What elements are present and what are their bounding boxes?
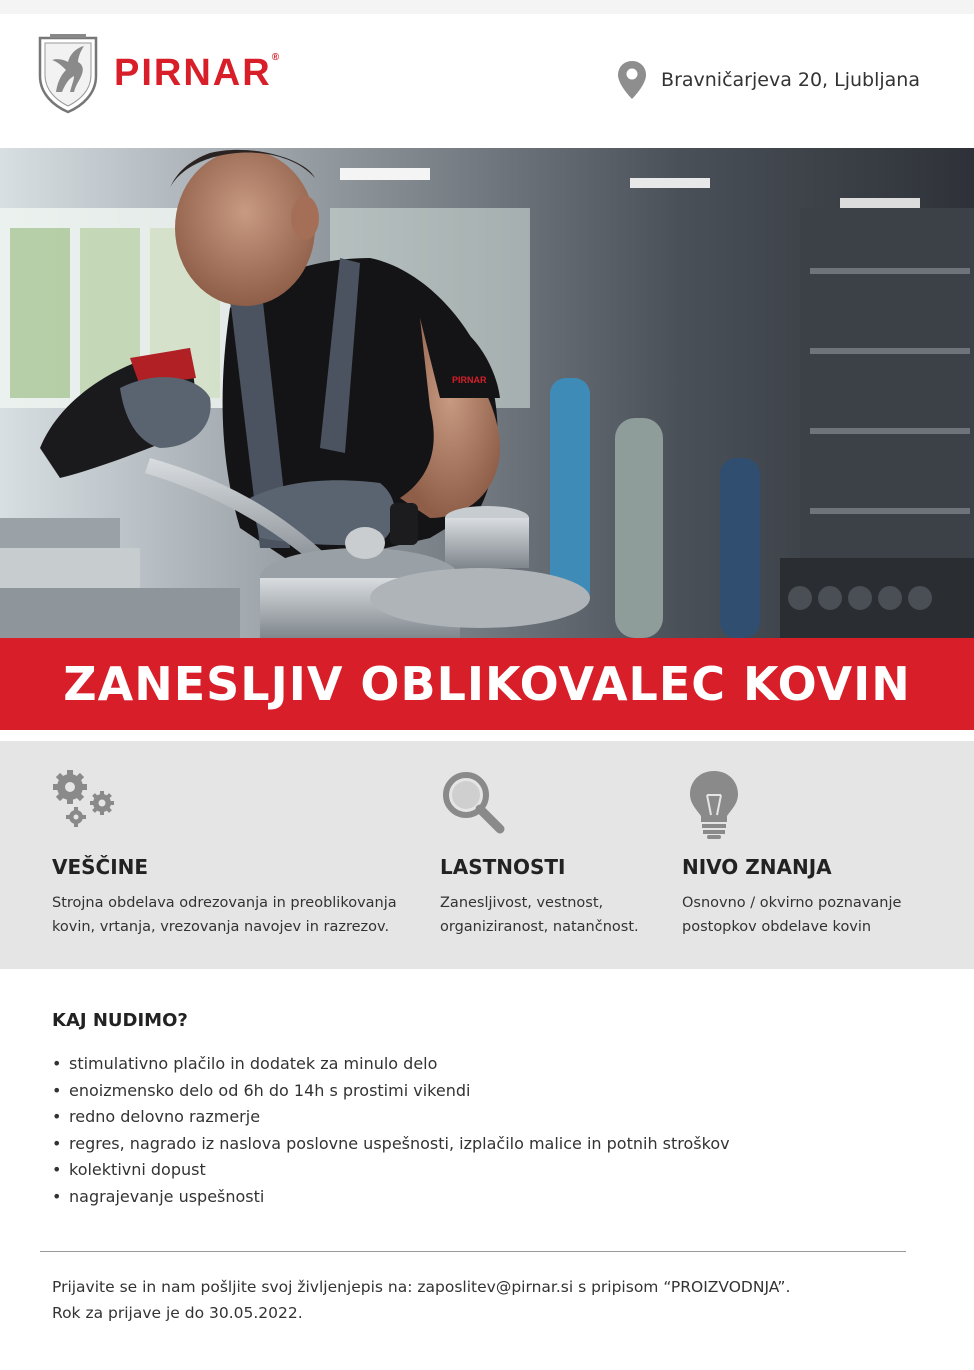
offer-list bbox=[52, 1051, 932, 1211]
list-item: • enoizmensko delo od 6h do 14h s prostimi vikendi bbox=[52, 1078, 932, 1105]
apply-instructions[interactable]: Prijavite se in nam pošljite svoj življenjepis na: zaposlitev@pirnar.si s pripisom “PROIZVODNJA”. bbox=[52, 1278, 791, 1296]
feature-text: Zanesljivost, vestnost, organiziranost, natančnost. bbox=[440, 895, 639, 935]
feature-title: LASTNOSTI bbox=[440, 855, 566, 879]
job-title-band bbox=[0, 638, 974, 730]
pegasus-shield-icon bbox=[36, 32, 100, 114]
requirements-section bbox=[0, 741, 974, 969]
offer-title: KAJ NUDIMO? bbox=[52, 1010, 188, 1031]
header bbox=[0, 14, 974, 148]
feature-title: VEŠČINE bbox=[52, 855, 149, 879]
list-item: • stimulativno plačilo in dodatek za minulo delo bbox=[52, 1051, 932, 1078]
top-strip bbox=[0, 0, 974, 14]
hero-photo bbox=[0, 148, 974, 638]
list-item: • kolektivni dopust bbox=[52, 1157, 932, 1184]
list-item: • nagrajevanje uspešnosti bbox=[52, 1184, 932, 1211]
list-item: • redno delovno razmerje bbox=[52, 1104, 932, 1131]
feature-title: NIVO ZNANJA bbox=[682, 855, 832, 879]
feature-text: Osnovno / okvirno poznavanje postopkov obdelave kovin bbox=[682, 895, 902, 935]
worker-bending-metal-photo bbox=[0, 148, 974, 638]
offer-section bbox=[52, 1010, 932, 1211]
lightbulb-icon bbox=[682, 769, 752, 839]
address-text: Bravničarjeva 20, Ljubljana bbox=[661, 69, 920, 91]
deadline: Rok za prijave je do 30.05.2022. bbox=[52, 1304, 303, 1322]
divider bbox=[40, 1251, 906, 1252]
feature-text: Strojna obdelava odrezovanja in preoblikovanja kovin, vrtanja, vrezovanja navojev in razrezov. bbox=[52, 895, 397, 935]
application-info bbox=[52, 1274, 932, 1326]
address-block bbox=[617, 60, 920, 100]
list-item: • regres, nagrado iz naslova poslovne uspešnosti, izplačilo malice in potnih stroškov bbox=[52, 1131, 932, 1158]
job-title: ZANESLJIV OBLIKOVALEC KOVIN bbox=[63, 657, 911, 711]
map-pin-icon bbox=[617, 60, 647, 100]
pirnar-logo[interactable] bbox=[36, 32, 336, 114]
magnifier-icon bbox=[440, 769, 510, 839]
shirt-logo-text: PIRNAR bbox=[452, 375, 487, 385]
gears-icon bbox=[52, 769, 122, 839]
logo-wordmark: PIRNAR® bbox=[114, 52, 282, 94]
